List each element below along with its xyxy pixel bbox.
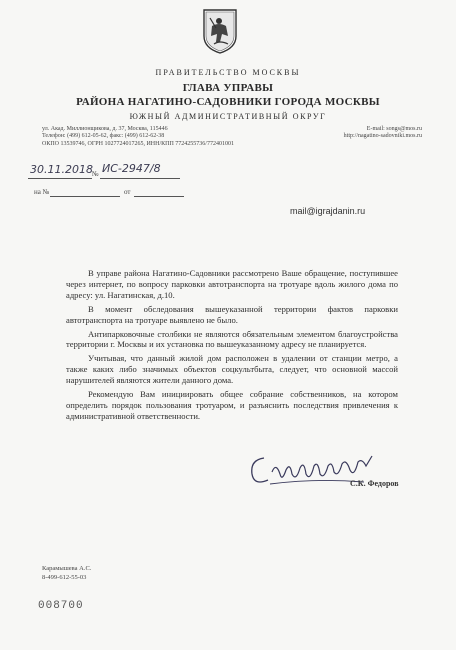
okrug-title: ЮЖНЫЙ АДМИНИСТРАТИВНЫЙ ОКРУГ — [129, 112, 327, 121]
district-title: РАЙОНА НАГАТИНО-САДОВНИКИ ГОРОДА МОСКВЫ — [76, 96, 380, 108]
executor-phone: 8-499-612-55-03 — [42, 573, 87, 581]
email: E-mail: songs@mos.ru — [366, 126, 422, 132]
phone: Телефон: (499) 612-05-62, факс: (499) 612-62-38 — [42, 133, 165, 140]
registry-codes: ОКПО 13539746, ОГРН 1027724017265, ИНН/КПП 7724255736/772401001 — [42, 140, 234, 147]
paragraph: Антипарковочные столбики не являются обязательным элементом благоустройства территории г. Москвы и их установка по вышеуказанному адресу не планируется. — [66, 328, 398, 350]
signer-name: С.К. Федоров — [350, 479, 399, 488]
paragraph: В момент обследования вышеуказанной территории фактов парковки автотранспорта на тротуаре выявлено не было. — [66, 303, 398, 325]
reference-underline — [50, 196, 120, 197]
executor-name: Карамышева А.С. — [42, 565, 92, 572]
number-underline — [100, 178, 180, 179]
contacts-left — [42, 126, 234, 148]
paragraph: Рекомендую Вам инициировать общее собрание собственников, на котором определить порядок пользования тротуаром, и разъяснить последствия привлечения к административной ответственности. — [66, 389, 398, 421]
government-title: ПРАВИТЕЛЬСТВО МОСКВЫ — [155, 68, 301, 77]
document-number: 008700 — [38, 600, 84, 612]
number-prefix: № — [92, 170, 99, 178]
office-title: ГЛАВА УПРАВЫ — [182, 82, 274, 94]
moscow-coat-of-arms-icon — [202, 8, 238, 54]
paragraph: В управе района Нагатино-Садовники рассмотрено Ваше обращение, поступившее через интернет, по вопросу парковки автотранспорта на тротуаре вдоль жилого дома по адресу: ул. Нагатинская, д.10. — [66, 268, 398, 300]
recipient-email: mail@igrajdanin.ru — [290, 206, 366, 216]
paragraph: Учитывая, что данный жилой дом расположен в удалении от станции метро, а также каких либо значимых объектов соцкультбыта, следует, что основной массой нарушителей являются жители данного дома. — [66, 353, 398, 386]
registration-date: 30.11.2018 — [30, 163, 93, 176]
executor-info — [42, 565, 91, 582]
address: ул. Акад. Миллионщикова, д. 37, Москва, 115446 — [42, 126, 168, 132]
contacts-right — [344, 126, 422, 141]
website: http://nagatino-sadovniki.mos.ru — [343, 133, 422, 140]
letter-body — [66, 268, 398, 425]
reference-from: от — [124, 188, 131, 196]
date-underline — [28, 178, 92, 179]
reference-date-underline — [134, 196, 184, 197]
reference-prefix: на № — [34, 188, 50, 196]
registration-number: ИС-2947/8 — [102, 162, 161, 175]
